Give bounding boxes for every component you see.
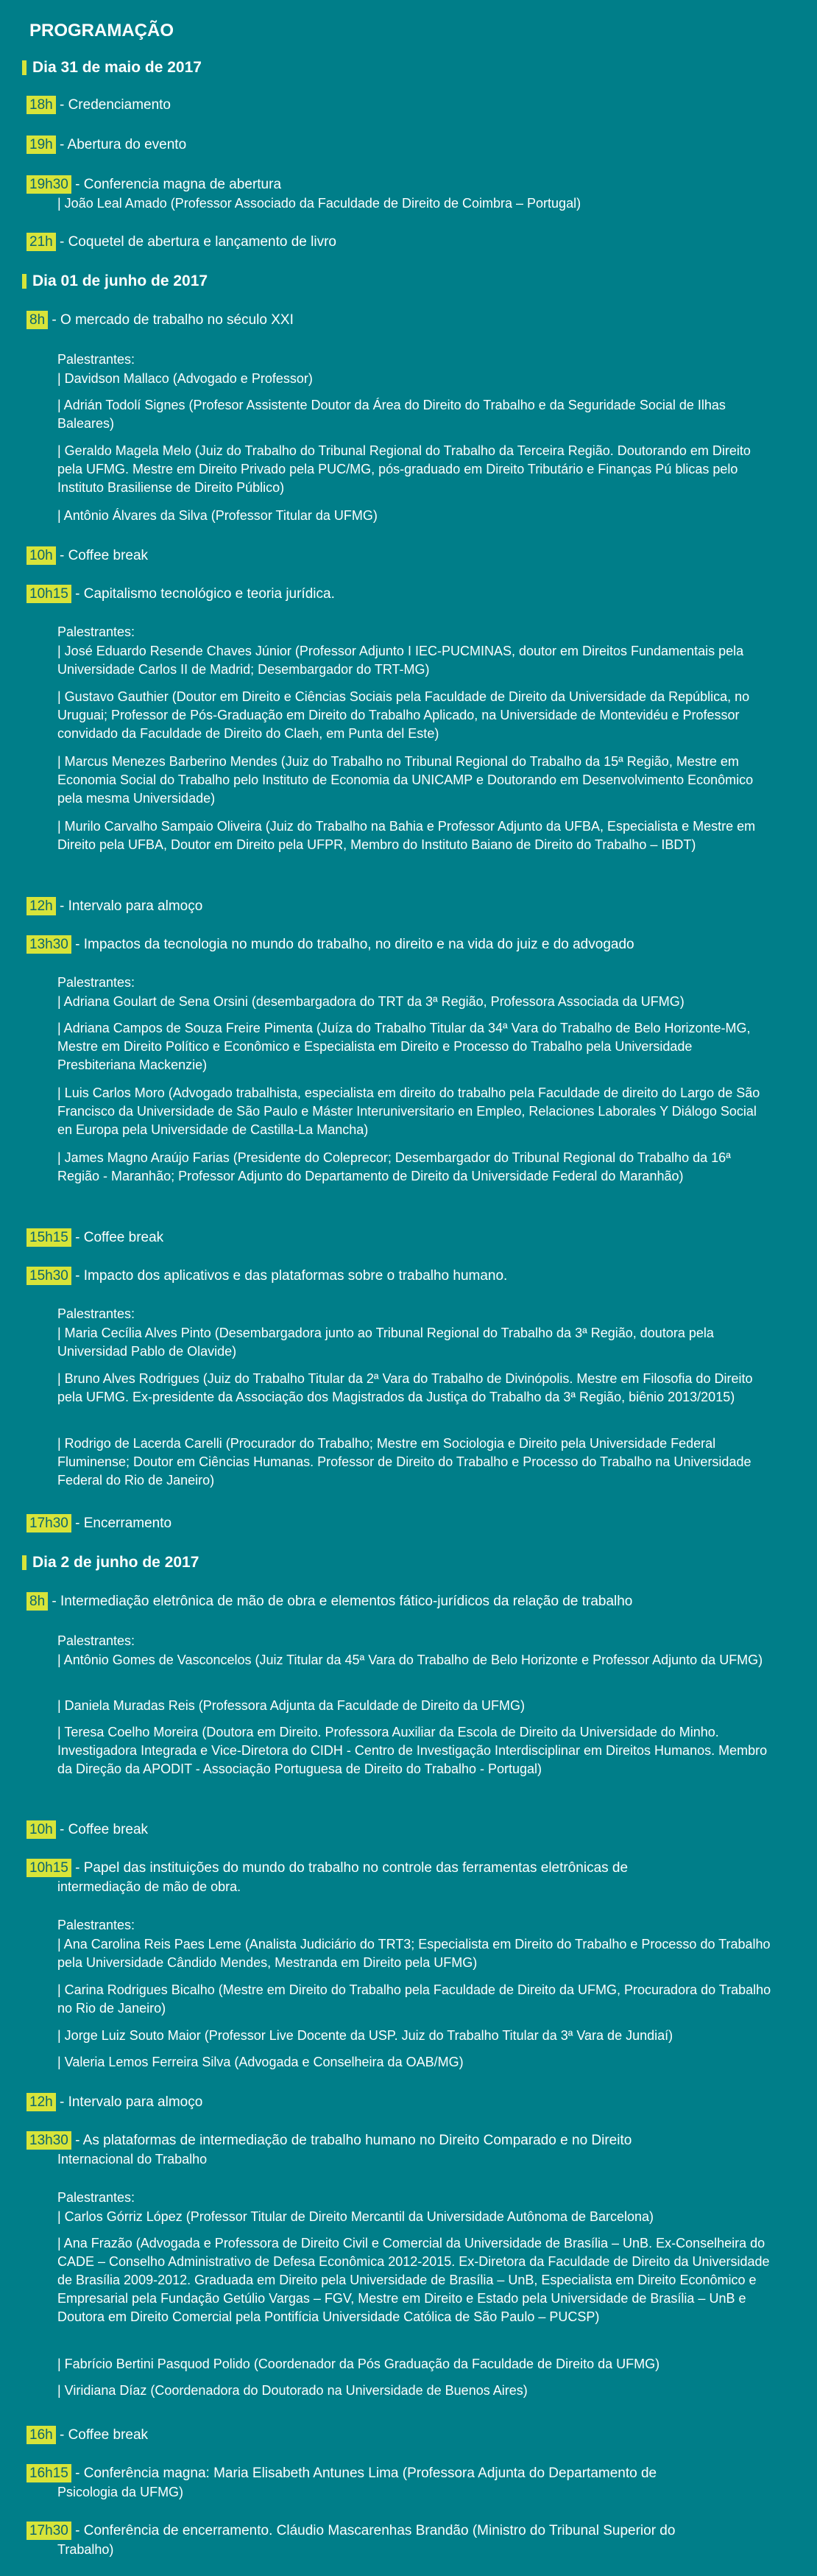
item-text: - Intervalo para almoço — [55, 2094, 203, 2110]
item-text: - Coffee break — [55, 2427, 149, 2443]
speaker-entry: | Ana Carolina Reis Paes Leme (Analista Judiciário do TRT3; Especialista em Direito do Trabalho e Processo do Trabalho pela Universidade Cândido Mendes, Mestranda em Direito pela UFMG) — [57, 1937, 771, 1970]
time-badge: 10h15 — [26, 1859, 71, 1877]
item-text: - Abertura do evento — [55, 137, 187, 152]
item-text: - Coffee break — [71, 1230, 164, 1245]
time-badge: 12h — [26, 897, 56, 915]
time-badge: 12h — [26, 2093, 56, 2111]
day-label: Dia 2 de junho de 2017 — [32, 1554, 199, 1571]
time-badge: 15h15 — [26, 1228, 71, 1247]
item-text: - Credenciamento — [55, 97, 171, 113]
palestrantes-label: Palestrantes: — [57, 1918, 135, 1932]
schedule-item — [26, 1267, 507, 1285]
speaker-entry: | Viridiana Díaz (Coordenadora do Doutorado na Universidade de Buenos Aires) — [57, 2383, 528, 2398]
schedule-item — [26, 585, 335, 603]
item-text: - Intervalo para almoço — [55, 898, 203, 914]
speaker-entry: | Davidson Mallaco (Advogado e Professor) — [57, 371, 313, 386]
item-text: - Impacto dos aplicativos e das plataformas sobre o trabalho humano. — [71, 1268, 508, 1284]
schedule-item — [26, 175, 281, 194]
day-label: Dia 31 de maio de 2017 — [32, 59, 202, 76]
time-badge: 13h30 — [26, 935, 71, 954]
schedule-item — [26, 2522, 675, 2540]
speaker-entry: | Rodrigo de Lacerda Carelli (Procurador do Trabalho; Mestre em Sociologia e Direito pela Universidade Federal Fluminense; Doutor em Ciências Humanas. Professor de Direito do Trabalho e Processo do Trabalho na Universidade Federal do Rio de Janeiro) — [57, 1436, 751, 1488]
schedule-item — [26, 2464, 657, 2482]
speaker-entry: | Daniela Muradas Reis (Professora Adjunta da Faculdade de Direito da UFMG) — [57, 1698, 525, 1713]
time-badge: 17h30 — [26, 2522, 71, 2540]
speaker-entry: | Teresa Coelho Moreira (Doutora em Direito. Professora Auxiliar da Escola de Direito da Universidade do Minho. Investigadora Integrada e Vice-Diretora do CIDH - Centro de Investigação Interdisciplinar em Direitos Humanos. Membro da Direção da APODIT - Associação Portuguesa de Direito do Trabalho - Portugal) — [57, 1725, 768, 1776]
item-text: - O mercado de trabalho no século XXI — [48, 312, 294, 328]
item-text: - Impactos da tecnologia no mundo do trabalho, no direito e na vida do juiz e do advogado — [71, 937, 634, 952]
time-badge: 8h — [26, 311, 48, 329]
speaker-entry: | Luis Carlos Moro (Advogado trabalhista, especialista em direito do trabalho pela Faculdade de direito do Largo de São Francisco da Universidade de São Paulo e Máster Interuniversitario en Empleo, Relaciones Laborales Y Diálogo Social en Europa pela Universidade de Castilla-La Mancha) — [57, 1085, 760, 1137]
schedule-item — [26, 1859, 628, 1877]
speaker-entry: | Antônio Gomes de Vasconcelos (Juiz Titular da 45ª Vara do Trabalho de Belo Horizonte e Professor Adjunto da UFMG) — [57, 1653, 763, 1667]
palestrantes-label: Palestrantes: — [57, 352, 135, 367]
item-continuation: Internacional do Trabalho — [57, 2152, 208, 2167]
speaker-entry: | Gustavo Gauthier (Doutor em Direito e Ciências Sociais pela Faculdade de Direito da Universidade da República, no Uruguai; Professor de Pós-Graduação em Direito do Trabalho Aplicado, na Universidade de Montevidéu e Professor convidado da Faculdade de Direito do Claeh, em Punta del Este) — [57, 689, 750, 741]
speaker-entry: | Geraldo Magela Melo (Juiz do Trabalho do Tribunal Regional do Trabalho da Terceira Região. Doutorando em Direito pela UFMG. Mestre em Direito Privado pela PUC/MG, pós-graduado em Direito Tributário e Finanças Pú blicas pelo Instituto Brasiliense de Direito Público) — [57, 443, 751, 495]
item-text: - Intermediação eletrônica de mão de obra e elementos fático-jurídicos da relação de trabalho — [48, 1594, 633, 1609]
schedule-item — [26, 1592, 632, 1611]
schedule-item — [26, 136, 186, 154]
schedule-item — [26, 2426, 148, 2444]
speaker-entry: | Jorge Luiz Souto Maior (Professor Live Docente da USP. Juiz do Trabalho Titular da 3ª Vara de Jundiaí) — [57, 2028, 673, 2043]
speaker-entry: | Adrián Todolí Signes (Profesor Assistente Doutor da Área do Direito do Trabalho e da Seguridade Social de Ilhas Baleares) — [57, 398, 726, 431]
day-heading — [22, 272, 208, 290]
speaker-entry: | Carlos Górriz López (Professor Titular de Direito Mercantil da Universidade Autônoma de Barcelona) — [57, 2209, 654, 2224]
time-badge: 17h30 — [26, 1514, 71, 1532]
speaker-entry: | Bruno Alves Rodrigues (Juiz do Trabalho Titular da 2ª Vara do Trabalho de Divinópolis. Mestre em Filosofia do Direito pela UFMG. Ex-presidente da Associação dos Magistrados da Justiça do Trabalho da 3ª Região, biênio 2013/2015) — [57, 1371, 753, 1404]
time-badge: 19h — [26, 136, 56, 154]
item-text: - Conferência de encerramento. Cláudio Mascarenhas Brandão (Ministro do Tribunal Superior do — [71, 2523, 676, 2538]
schedule-item — [26, 546, 148, 565]
time-badge: 16h15 — [26, 2464, 71, 2482]
item-text: - Papel das instituições do mundo do trabalho no controle das ferramentas eletrônicas de — [71, 1860, 629, 1876]
item-continuation: intermediação de mão de obra. — [57, 1879, 241, 1894]
schedule-item — [26, 897, 202, 915]
time-badge: 21h — [26, 233, 56, 251]
schedule-item — [26, 2093, 202, 2111]
speaker-entry: | James Magno Araújo Farias (Presidente do Coleprecor; Desembargador do Tribunal Regional do Trabalho da 16ª Região - Maranhão; Professor Adjunto do Departamento de Direito da Universidade Federal do Maranhão) — [57, 1150, 731, 1183]
time-badge: 8h — [26, 1592, 48, 1611]
palestrantes-label: Palestrantes: — [57, 2190, 135, 2205]
time-badge: 10h — [26, 546, 56, 565]
item-text: - Coquetel de abertura e lançamento de livro — [55, 234, 336, 250]
marker-bar — [22, 1555, 26, 1570]
speaker-entry: | Ana Frazão (Advogada e Professora de Direito Civil e Comercial da Universidade de Brasília – UnB. Ex-Conselheira do CADE – Conselho Administrativo de Defesa Econômica 2012-2015. Ex-Diretora da Faculdade de Direito da Universidade de Brasília 2009-2012. Graduada em Direito pela Universidade de Brasília – UnB, Especialista em Direito Econômico e Empresarial pela Fundação Getúlio Vargas – FGV, Mestre em Direito e Estado pela Universidade de Brasília – UnB e Doutora em Direito Comercial pela Pontifícia Universidade Católica de São Paulo – PUCSP) — [57, 2236, 770, 2324]
marker-bar — [22, 274, 26, 289]
speaker-entry: | José Eduardo Resende Chaves Júnior (Professor Adjunto I IEC-PUCMINAS, doutor em Direitos Fundamentais pela Universidade Carlos II de Madrid; Desembargador do TRT-MG) — [57, 644, 744, 677]
speaker-entry: | Valeria Lemos Ferreira Silva (Advogada e Conselheira da OAB/MG) — [57, 2055, 464, 2069]
speaker-entry: | Marcus Menezes Barberino Mendes (Juiz do Trabalho no Tribunal Regional do Trabalho da 15ª Região, Mestre em Economia Social do Trabalho pelo Instituto de Economia da UNICAMP e Doutorando em Desenvolvimento Econômico pela mesma Universidade) — [57, 754, 754, 806]
day-label: Dia 01 de junho de 2017 — [32, 272, 208, 289]
time-badge: 10h — [26, 1820, 56, 1839]
item-text: - Coffee break — [55, 1822, 149, 1837]
time-badge: 10h15 — [26, 585, 71, 603]
schedule-item — [26, 2131, 632, 2150]
marker-bar — [22, 60, 26, 75]
item-text: - Coffee break — [55, 548, 149, 563]
speaker-entry: | Murilo Carvalho Sampaio Oliveira (Juiz do Trabalho na Bahia e Professor Adjunto da UFBA, Especialista e Mestre em Direito pela UFBA, Doutor em Direito pela UFPR, Membro do Instituto Baiano de Direito do Trabalho – IBDT) — [57, 819, 756, 852]
palestrantes-label: Palestrantes: — [57, 1306, 135, 1321]
item-text: - Capitalismo tecnológico e teoria jurídica. — [71, 586, 335, 602]
item-text: - As plataformas de intermediação de trabalho humano no Direito Comparado e no Direito — [71, 2133, 632, 2148]
schedule-item — [26, 1820, 148, 1839]
schedule-item — [26, 311, 294, 329]
item-text: - Conferencia magna de abertura — [71, 177, 282, 192]
schedule-item — [26, 1228, 163, 1247]
time-badge: 15h30 — [26, 1267, 71, 1285]
palestrantes-label: Palestrantes: — [57, 975, 135, 990]
schedule-item — [26, 1514, 171, 1532]
speaker-entry: | Maria Cecília Alves Pinto (Desembargadora junto ao Tribunal Regional do Trabalho da 3ª Região, doutora pela Universidad Pablo de Olavide) — [57, 1326, 714, 1359]
palestrantes-label: Palestrantes: — [57, 624, 135, 639]
item-continuation: Trabalho) — [57, 2542, 114, 2557]
speaker-entry: | Antônio Álvares da Silva (Professor Titular da UFMG) — [57, 508, 378, 523]
speaker-entry: | Adriana Goulart de Sena Orsini (desembargadora do TRT da 3ª Região, Professora Associada da UFMG) — [57, 994, 685, 1009]
palestrantes-label: Palestrantes: — [57, 1633, 135, 1648]
speaker-entry: | João Leal Amado (Professor Associado da Faculdade de Direito de Coimbra – Portugal) — [57, 196, 581, 211]
time-badge: 18h — [26, 96, 56, 114]
schedule-item — [26, 233, 336, 251]
item-text: - Encerramento — [71, 1516, 172, 1531]
time-badge: 16h — [26, 2426, 56, 2444]
speaker-entry: | Fabrício Bertini Pasquod Polido (Coordenador da Pós Graduação da Faculdade de Direito da UFMG) — [57, 2357, 660, 2371]
schedule-item — [26, 96, 171, 114]
schedule-item — [26, 935, 634, 954]
page-title: PROGRAMAÇÃO — [29, 21, 174, 41]
time-badge: 13h30 — [26, 2131, 71, 2150]
time-badge: 19h30 — [26, 175, 71, 194]
speaker-entry: | Adriana Campos de Souza Freire Pimenta (Juíza do Trabalho Titular da 34ª Vara do Trabalho de Belo Horizonte-MG, Mestre em Direito Político e Econômico e Especialista em Direito e Processo do Trabalho pela Universidade Presbiteriana Mackenzie) — [57, 1021, 751, 1072]
day-heading — [22, 1554, 199, 1572]
item-continuation: Psicologia da UFMG) — [57, 2485, 184, 2499]
day-heading — [22, 59, 202, 77]
item-text: - Conferência magna: Maria Elisabeth Antunes Lima (Professora Adjunta do Departamento de — [71, 2466, 657, 2481]
speaker-entry: | Carina Rodrigues Bicalho (Mestre em Direito do Trabalho pela Faculdade de Direito da UFMG, Procuradora do Trabalho no Rio de Janeiro) — [57, 1982, 771, 2016]
